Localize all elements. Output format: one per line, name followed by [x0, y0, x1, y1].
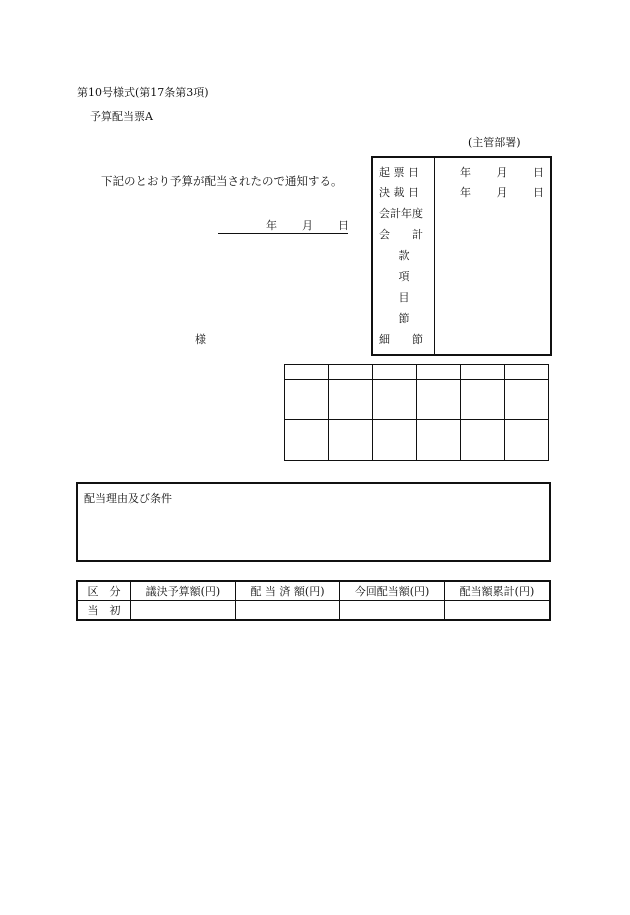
info-label-kihyobi: 起 票 日 [379, 166, 419, 179]
stamp-cell[interactable] [373, 380, 417, 420]
notice-text: 下記のとおり予算が配当されたので通知する。 [101, 174, 343, 188]
kihyo-date-month: 月 [496, 166, 508, 179]
stamp-cell[interactable] [329, 420, 373, 461]
stamp-cell[interactable] [461, 420, 505, 461]
stamp-cell[interactable] [329, 380, 373, 420]
row-category-toushou: 当 初 [77, 601, 131, 621]
info-label-kan: 款 [398, 249, 410, 262]
form-number: 第10号様式(第17条第3項) [77, 86, 209, 99]
info-label-setsu: 節 [398, 312, 410, 325]
stamp-cell[interactable] [285, 380, 329, 420]
cell-haitou-zumigaku[interactable] [235, 601, 339, 621]
info-box-divider [434, 156, 435, 356]
kessai-date-field[interactable] [444, 186, 544, 199]
stamp-header-cell [461, 365, 505, 380]
info-label-kou: 項 [398, 270, 410, 283]
stamp-cell[interactable] [417, 380, 461, 420]
form-title: 予算配当票A [90, 110, 153, 123]
kessai-date-year: 年 [460, 186, 471, 199]
stamp-cell[interactable] [285, 420, 329, 461]
stamp-cell[interactable] [461, 380, 505, 420]
date-year-label: 年 [266, 219, 277, 232]
header-konkai-haitougaku: 今回配当額(円) [340, 581, 445, 601]
info-label-kaikei-nendo: 会計年度 [379, 207, 423, 220]
info-label-moku: 目 [398, 291, 410, 304]
kihyo-date-year: 年 [460, 166, 471, 179]
date-month-label: 月 [302, 219, 313, 232]
department-label: (主管部署) [468, 136, 521, 149]
stamp-cell[interactable] [505, 380, 549, 420]
cell-giketsu-yosangaku[interactable] [131, 601, 236, 621]
info-label-kaikei: 会 計 [379, 228, 423, 241]
stamp-header-cell [417, 365, 461, 380]
table-row [77, 601, 550, 621]
stamp-cell[interactable] [417, 420, 461, 461]
kessai-date-day: 日 [533, 186, 544, 199]
cell-konkai-haitougaku[interactable] [340, 601, 445, 621]
info-label-saisetsu: 細 節 [379, 333, 423, 346]
budget-table [76, 580, 551, 621]
header-giketsu-yosangaku: 議決予算額(円) [131, 581, 236, 601]
date-line [218, 218, 348, 234]
stamp-cell[interactable] [373, 420, 417, 461]
header-haitou-zumigaku: 配 当 済 額(円) [235, 581, 339, 601]
kessai-date-month: 月 [496, 186, 508, 199]
stamp-cell[interactable] [505, 420, 549, 461]
stamp-grid [284, 364, 549, 461]
header-haitougaku-ruikei: 配当額累計(円) [444, 581, 550, 601]
stamp-header-cell [373, 365, 417, 380]
reason-box[interactable] [76, 482, 551, 562]
date-day-label: 日 [338, 219, 349, 232]
info-label-kessaibi: 決 裁 日 [379, 186, 419, 199]
cell-haitougaku-ruikei[interactable] [444, 601, 550, 621]
header-kubun: 区 分 [77, 581, 131, 601]
stamp-header-cell [285, 365, 329, 380]
kihyo-date-field[interactable] [444, 166, 544, 179]
stamp-header-cell [505, 365, 549, 380]
reason-label: 配当理由及び条件 [84, 492, 172, 505]
addressee-suffix: 様 [195, 333, 206, 346]
stamp-header-cell [329, 365, 373, 380]
kihyo-date-day: 日 [533, 166, 544, 179]
